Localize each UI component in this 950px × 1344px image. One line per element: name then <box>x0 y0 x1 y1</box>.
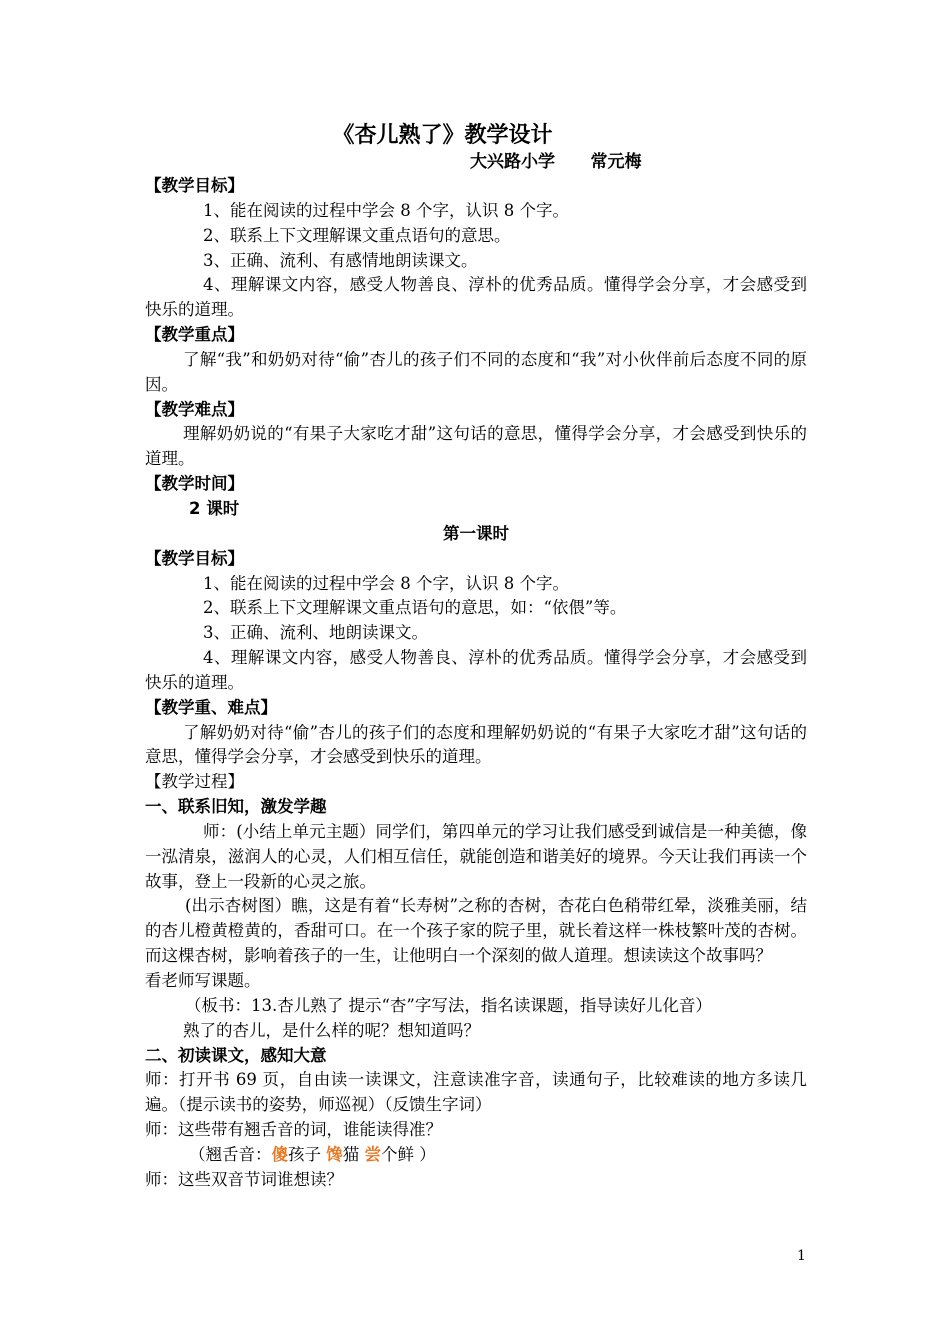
goal-item: 2、联系上下文理解课文重点语句的意思。 <box>203 225 511 245</box>
class-hours: 2 课时 <box>189 498 240 518</box>
retroflex-words-line <box>145 1143 807 1168</box>
paragraph: 看老师写课题。 <box>145 971 261 990</box>
section-heading: 【教学时间】 <box>145 474 244 494</box>
highlight-char: 傻 <box>271 1144 288 1164</box>
goal-item: 1、能在阅读的过程中学会 8 个字，认识 8 个字。 <box>203 200 569 220</box>
paragraph: （板书：13.杏儿熟了 提示“杏”字写法，指名读课题，指导读好儿化音） <box>185 995 712 1015</box>
paragraph: 理解奶奶说的“有果子大家吃才甜”这句话的意思，懂得学会分享，才会感受到快乐的道理。 <box>145 424 807 469</box>
goal-item: 4、理解课文内容，感受人物善良、淳朴的优秀品质。懂得学会分享，才会感受到快乐的道理。 <box>145 275 807 320</box>
section-heading: 【教学重点】 <box>145 325 244 345</box>
goal-item: 2、联系上下文理解课文重点语句的意思，如：“依偎”等。 <box>203 598 627 618</box>
paragraph: 了解奶奶对待“偷”杏儿的孩子们的态度和理解奶奶说的“有果子大家吃才甜”这句话的意思，懂得学会分享，才会感受到快乐的道理。 <box>145 722 807 767</box>
word-rest: 猫 <box>342 1144 365 1164</box>
page-number: 1 <box>797 1248 806 1264</box>
paragraph: (出示杏树图）瞧，这是有着“长寿树”之称的杏树，杏花白色稍带红晕，淡雅美丽，结的杏儿橙黄橙黄的，香甜可口。在一个孩子家的院子里，就长着这样一株枝繁叶茂的杏树。而这棵杏树，影响着孩子的一生，让他明白一个深刻的做人道理。想读读这个故事吗？ <box>145 896 807 966</box>
section-heading: 【教学过程】 <box>145 772 244 792</box>
highlight-char: 馋 <box>326 1144 343 1164</box>
author-line: 大兴路小学 常元梅 <box>470 152 642 172</box>
paragraph: 熟了的杏儿，是什么样的呢？想知道吗？ <box>183 1020 480 1040</box>
section-heading: 【教学难点】 <box>145 399 244 419</box>
word-rest: 孩子 <box>288 1144 327 1164</box>
section-heading: 【教学目标】 <box>145 176 244 195</box>
goal-item: 3、正确、流利、有感情地朗读课文。 <box>203 250 478 270</box>
lesson-heading: 第一课时 <box>443 523 509 543</box>
step-heading: 二、初读课文，感知大意 <box>145 1045 327 1065</box>
step-heading: 一、联系旧知，激发学趣 <box>145 797 327 817</box>
retroflex-prefix: （翘舌音： <box>189 1144 272 1164</box>
paragraph: 师：(小结上单元主题）同学们，第四单元的学习让我们感受到诚信是一种美德，像一泓清泉，滋润人的心灵，人们相互信任，就能创造和谐美好的境界。今天让我们再读一个故事，登上一段新的心灵之旅。 <box>145 821 807 891</box>
goal-item: 3、正确、流利、地朗读课文。 <box>203 623 428 643</box>
paragraph: 了解“我”和奶奶对待“偷”杏儿的孩子们不同的态度和“我”对小伙伴前后态度不同的原因。 <box>145 349 807 394</box>
goal-item: 4、理解课文内容，感受人物善良、淳朴的优秀品质。懂得学会分享，才会感受到快乐的道理。 <box>145 648 807 692</box>
document-title: 《杏儿熟了》教学设计 <box>332 123 553 148</box>
paragraph: 师：这些带有翘舌音的词，谁能读得准？ <box>145 1120 442 1140</box>
section-heading: 【教学重、难点】 <box>145 697 277 717</box>
paragraph: 师：打开书 69 页，自由读一读课文，注意读准字音，读通句子，比较难读的地方多读几遍。（提示读书的姿势，师巡视）（反馈生字词） <box>145 1070 807 1115</box>
highlight-char: 尝 <box>364 1144 381 1164</box>
paragraph: 师：这些双音节词谁想读？ <box>145 1169 343 1189</box>
document-body <box>145 174 807 1193</box>
word-rest: 个鲜 ） <box>381 1144 436 1164</box>
section-heading: 【教学目标】 <box>145 548 244 568</box>
goal-item: 1、能在阅读的过程中学会 8 个字，认识 8 个字。 <box>203 573 569 593</box>
